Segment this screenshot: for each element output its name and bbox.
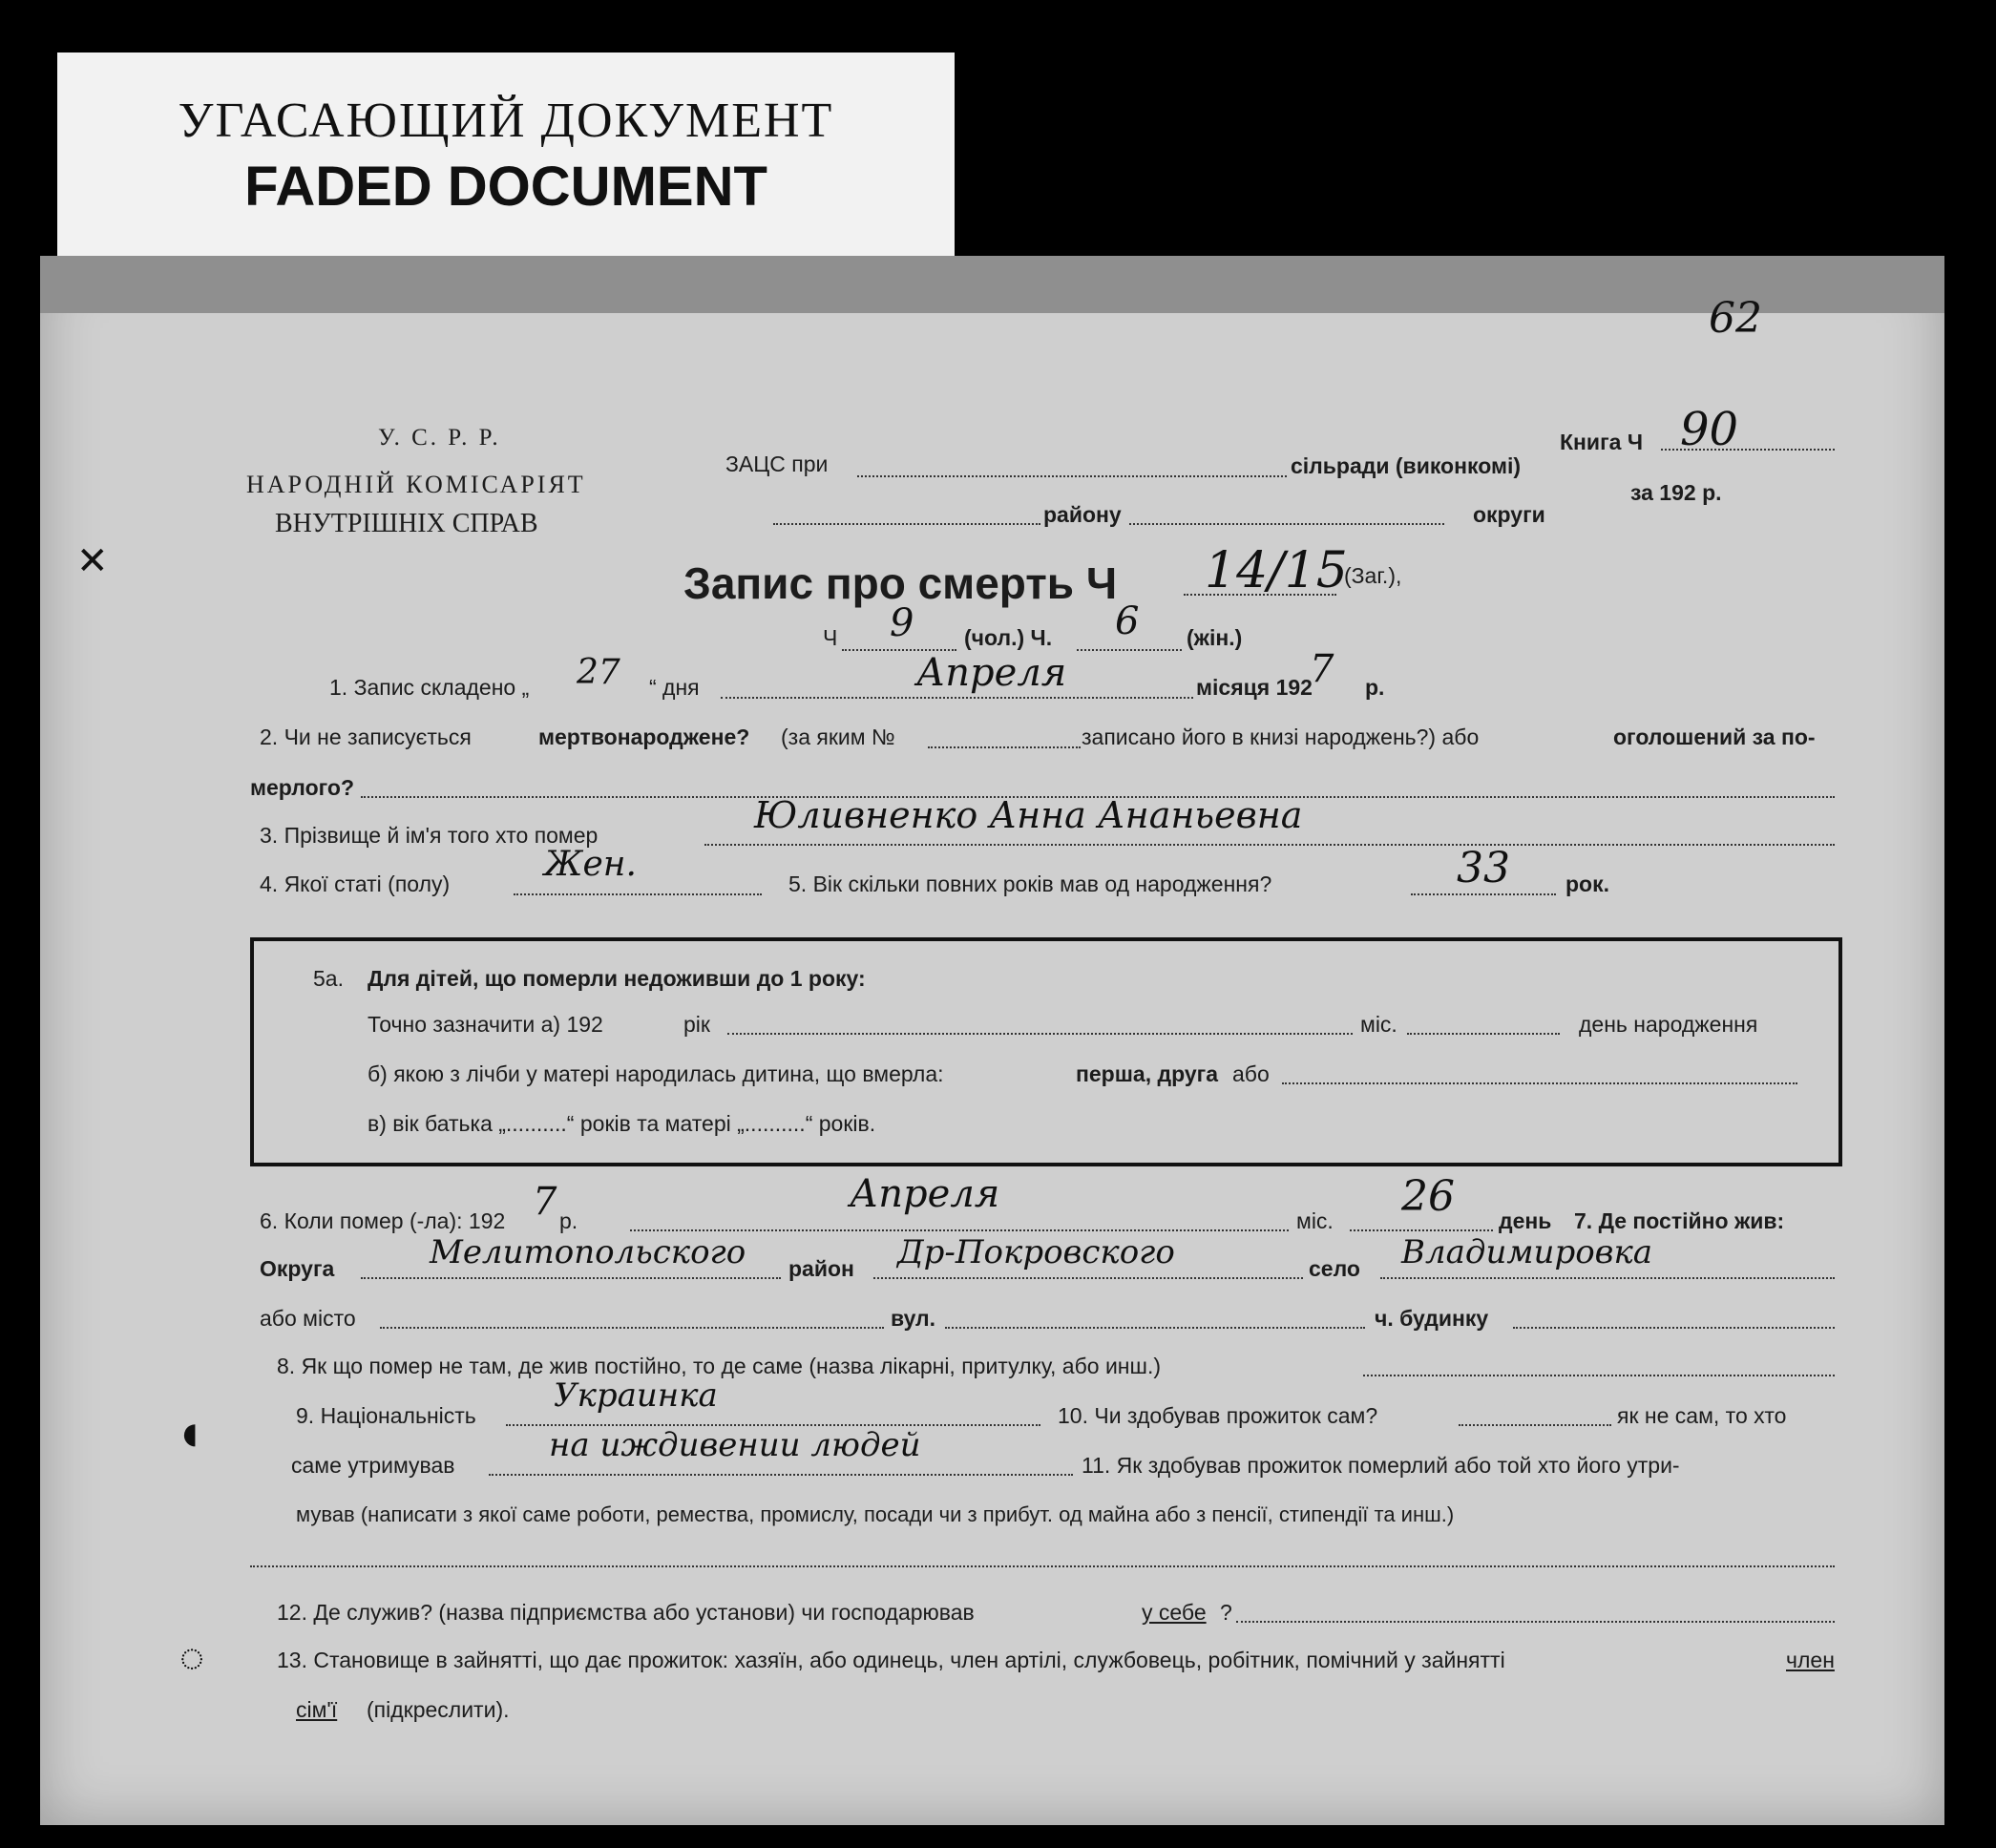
raionu-label: району bbox=[1043, 502, 1122, 527]
f11-a: 11. Як здобував прожиток померлий або той хто його утри- bbox=[1082, 1453, 1680, 1478]
f4-label: 4. Якої статі (полу) bbox=[260, 872, 451, 896]
f5a-line1-b: рік bbox=[683, 1012, 710, 1037]
knyha-label: Книга Ч bbox=[1560, 430, 1643, 454]
f5a-line1-a: Точно зазначити а) 192 bbox=[368, 1012, 603, 1037]
title-number: 14/15 bbox=[1205, 542, 1348, 599]
f6-month-line bbox=[630, 1229, 1289, 1231]
f9-label: 9. Національність bbox=[296, 1403, 476, 1428]
f13-a: 13. Становище в зайнятті, що дає прожиток: хазяїн, або одинець, член артілі, службовець, робітник, помічний у зайнятті bbox=[277, 1648, 1505, 1672]
raion-line bbox=[873, 1277, 1303, 1279]
title-zah: (Заг.), bbox=[1344, 563, 1402, 588]
f5a-month-line bbox=[727, 1033, 1353, 1035]
f13-family: сім'ї bbox=[296, 1697, 338, 1722]
f5a-title: Для дітей, що померли недоживши до 1 року: bbox=[368, 966, 866, 991]
f1-label: 1. Запис складено „ bbox=[329, 675, 530, 700]
f6-month: Апреля bbox=[850, 1172, 1000, 1216]
label-russian: УГАСАЮЩИЙ ДОКУМЕНТ bbox=[178, 94, 834, 148]
okruhy-label: округи bbox=[1473, 502, 1545, 527]
f5a-day-line bbox=[1407, 1033, 1560, 1035]
f5a-line2-b: перша, друга bbox=[1076, 1061, 1218, 1086]
f1-month: Апреля bbox=[916, 651, 1067, 695]
f5-label: 5. Вік скільки повних років мав од народження? bbox=[788, 872, 1272, 896]
budynku-line bbox=[1513, 1327, 1835, 1329]
f4-value: Жен. bbox=[544, 845, 637, 884]
f10-b: як не сам, то хто bbox=[1617, 1403, 1787, 1428]
f1-day: 27 bbox=[577, 653, 620, 692]
f10-line bbox=[1459, 1424, 1611, 1426]
f2-d: записано його в книзі народжень?) або bbox=[1082, 724, 1480, 749]
faded-document-label bbox=[57, 52, 955, 258]
page-number: 62 bbox=[1709, 294, 1762, 343]
f5a-label: 5а. bbox=[313, 966, 344, 991]
f13-member: член bbox=[1786, 1648, 1835, 1672]
vul-line bbox=[945, 1327, 1365, 1329]
title-ch: Ч bbox=[823, 625, 838, 650]
f8-label: 8. Як що помер не там, де жив постійно, то де саме (назва лікарні, притулку, або инш.) bbox=[277, 1354, 1162, 1378]
vul-label: вул. bbox=[891, 1306, 936, 1331]
margin-cross-mark: ✕ bbox=[76, 540, 109, 582]
f2-a: 2. Чи не записується bbox=[260, 724, 472, 749]
f5-line bbox=[1411, 893, 1556, 895]
header-commissariat-2: ВНУТРІШНІХ СПРАВ bbox=[275, 509, 538, 538]
okruha-label: Округа bbox=[260, 1256, 335, 1281]
f5a-line1-d: день народження bbox=[1579, 1012, 1758, 1037]
margin-hole-mark-2: ◌ bbox=[179, 1634, 205, 1681]
f5a-line2-line bbox=[1282, 1082, 1797, 1084]
f11-line bbox=[250, 1565, 1835, 1567]
za-year-label: за 192 р. bbox=[1630, 480, 1722, 505]
okruhy-line bbox=[1129, 523, 1444, 525]
misto-label: або місто bbox=[260, 1306, 356, 1331]
budynku-label: ч. будинку bbox=[1375, 1306, 1489, 1331]
f9-value: Украинка bbox=[554, 1376, 718, 1415]
f13-c: (підкреслити). bbox=[367, 1697, 510, 1722]
f3-label: 3. Прізвище й ім'я того хто помер bbox=[260, 823, 599, 848]
f6-r: р. bbox=[559, 1208, 578, 1233]
f6-mis: міс. bbox=[1296, 1208, 1334, 1233]
f12-line bbox=[1236, 1621, 1835, 1623]
zags-pry-line bbox=[857, 475, 1287, 477]
raion-value: Др-Покровского bbox=[897, 1233, 1175, 1271]
f6-day: 26 bbox=[1401, 1172, 1455, 1221]
knyha-line bbox=[1661, 449, 1835, 451]
f10-value: на иждивении людей bbox=[549, 1426, 921, 1464]
f5-rok: рок. bbox=[1565, 872, 1609, 896]
f2-f: мерлого? bbox=[250, 775, 355, 800]
sheet-top-edge bbox=[40, 256, 1944, 313]
f5a-line3: в) вік батька „..........“ років та матері „..........“ років. bbox=[368, 1111, 876, 1136]
f12-q: ? bbox=[1220, 1600, 1232, 1625]
selo-value: Владимировка bbox=[1401, 1233, 1653, 1271]
knyha-value: 90 bbox=[1680, 403, 1739, 456]
f5a-line1-c: міс. bbox=[1360, 1012, 1397, 1037]
f5-value: 33 bbox=[1457, 844, 1510, 892]
f1-dnya: “ дня bbox=[649, 675, 700, 700]
okruha-line bbox=[361, 1277, 781, 1279]
raionu-line bbox=[773, 523, 1040, 525]
title-number-line bbox=[1184, 594, 1336, 596]
f1-r: р. bbox=[1365, 675, 1385, 700]
header-commissariat-1: НАРОДНІЙ КОМІСАРІЯТ bbox=[246, 471, 586, 498]
female-count-line bbox=[1077, 649, 1182, 651]
selo-line bbox=[1380, 1277, 1835, 1279]
f8-line bbox=[1363, 1375, 1835, 1376]
f10-value-line bbox=[489, 1474, 1073, 1476]
f1-month-line bbox=[721, 697, 1193, 699]
label-english: FADED DOCUMENT bbox=[244, 156, 767, 218]
margin-hole-mark: ◖ bbox=[174, 1404, 205, 1461]
male-count: 9 bbox=[890, 601, 914, 645]
title-chol: (чол.) Ч. bbox=[964, 625, 1053, 650]
raion-label: район bbox=[788, 1256, 854, 1281]
f3-value: Юливненко Анна Ананьевна bbox=[754, 794, 1303, 836]
f2-e: оголошений за по- bbox=[1613, 724, 1816, 749]
selo-label: село bbox=[1309, 1256, 1360, 1281]
f6-label: 6. Коли помер (-ла): 192 bbox=[260, 1208, 506, 1233]
f2-b: мертвонароджене? bbox=[538, 724, 750, 749]
f2-number-line bbox=[928, 746, 1081, 748]
zags-pry-label: ЗАЦС при bbox=[725, 452, 829, 476]
silrady-label: сільради (виконкомі) bbox=[1291, 453, 1522, 478]
f6-day-line bbox=[1350, 1229, 1493, 1231]
misto-line bbox=[380, 1327, 884, 1329]
f7-label: 7. Де постійно жив: bbox=[1574, 1208, 1785, 1233]
f10-c: саме утримував bbox=[291, 1453, 455, 1478]
header-ussr: У. С. Р. Р. bbox=[378, 425, 501, 451]
f6-den: день bbox=[1499, 1208, 1552, 1233]
f1-year-label: місяця 192 bbox=[1196, 675, 1313, 700]
f2-c: (за яким № bbox=[781, 724, 895, 749]
f12-label: 12. Де служив? (назва підприємства або установи) чи господарював bbox=[277, 1600, 975, 1625]
f10-label: 10. Чи здобував прожиток сам? bbox=[1058, 1403, 1378, 1428]
f6-year-digit: 7 bbox=[533, 1180, 557, 1224]
f5a-line2-a: б) якою з лічби у матері народилась дитина, що вмерла: bbox=[368, 1061, 944, 1086]
title-text: Запис про смерть Ч bbox=[683, 558, 1118, 608]
f1-year-digit: 7 bbox=[1310, 647, 1334, 691]
title-zhin: (жін.) bbox=[1187, 625, 1243, 650]
female-count: 6 bbox=[1115, 599, 1140, 643]
f12-underlined: у себе bbox=[1142, 1600, 1207, 1625]
f11-b: мував (написати з якої саме роботи, ремества, промислу, посади чи з прибут. од майна або з пенсії, стипендії та инш.) bbox=[296, 1502, 1455, 1526]
f5a-line2-c: або bbox=[1232, 1061, 1270, 1086]
okruha-value: Мелитопольского bbox=[430, 1233, 746, 1271]
f4-line bbox=[514, 893, 762, 895]
f3-line bbox=[704, 844, 1835, 846]
